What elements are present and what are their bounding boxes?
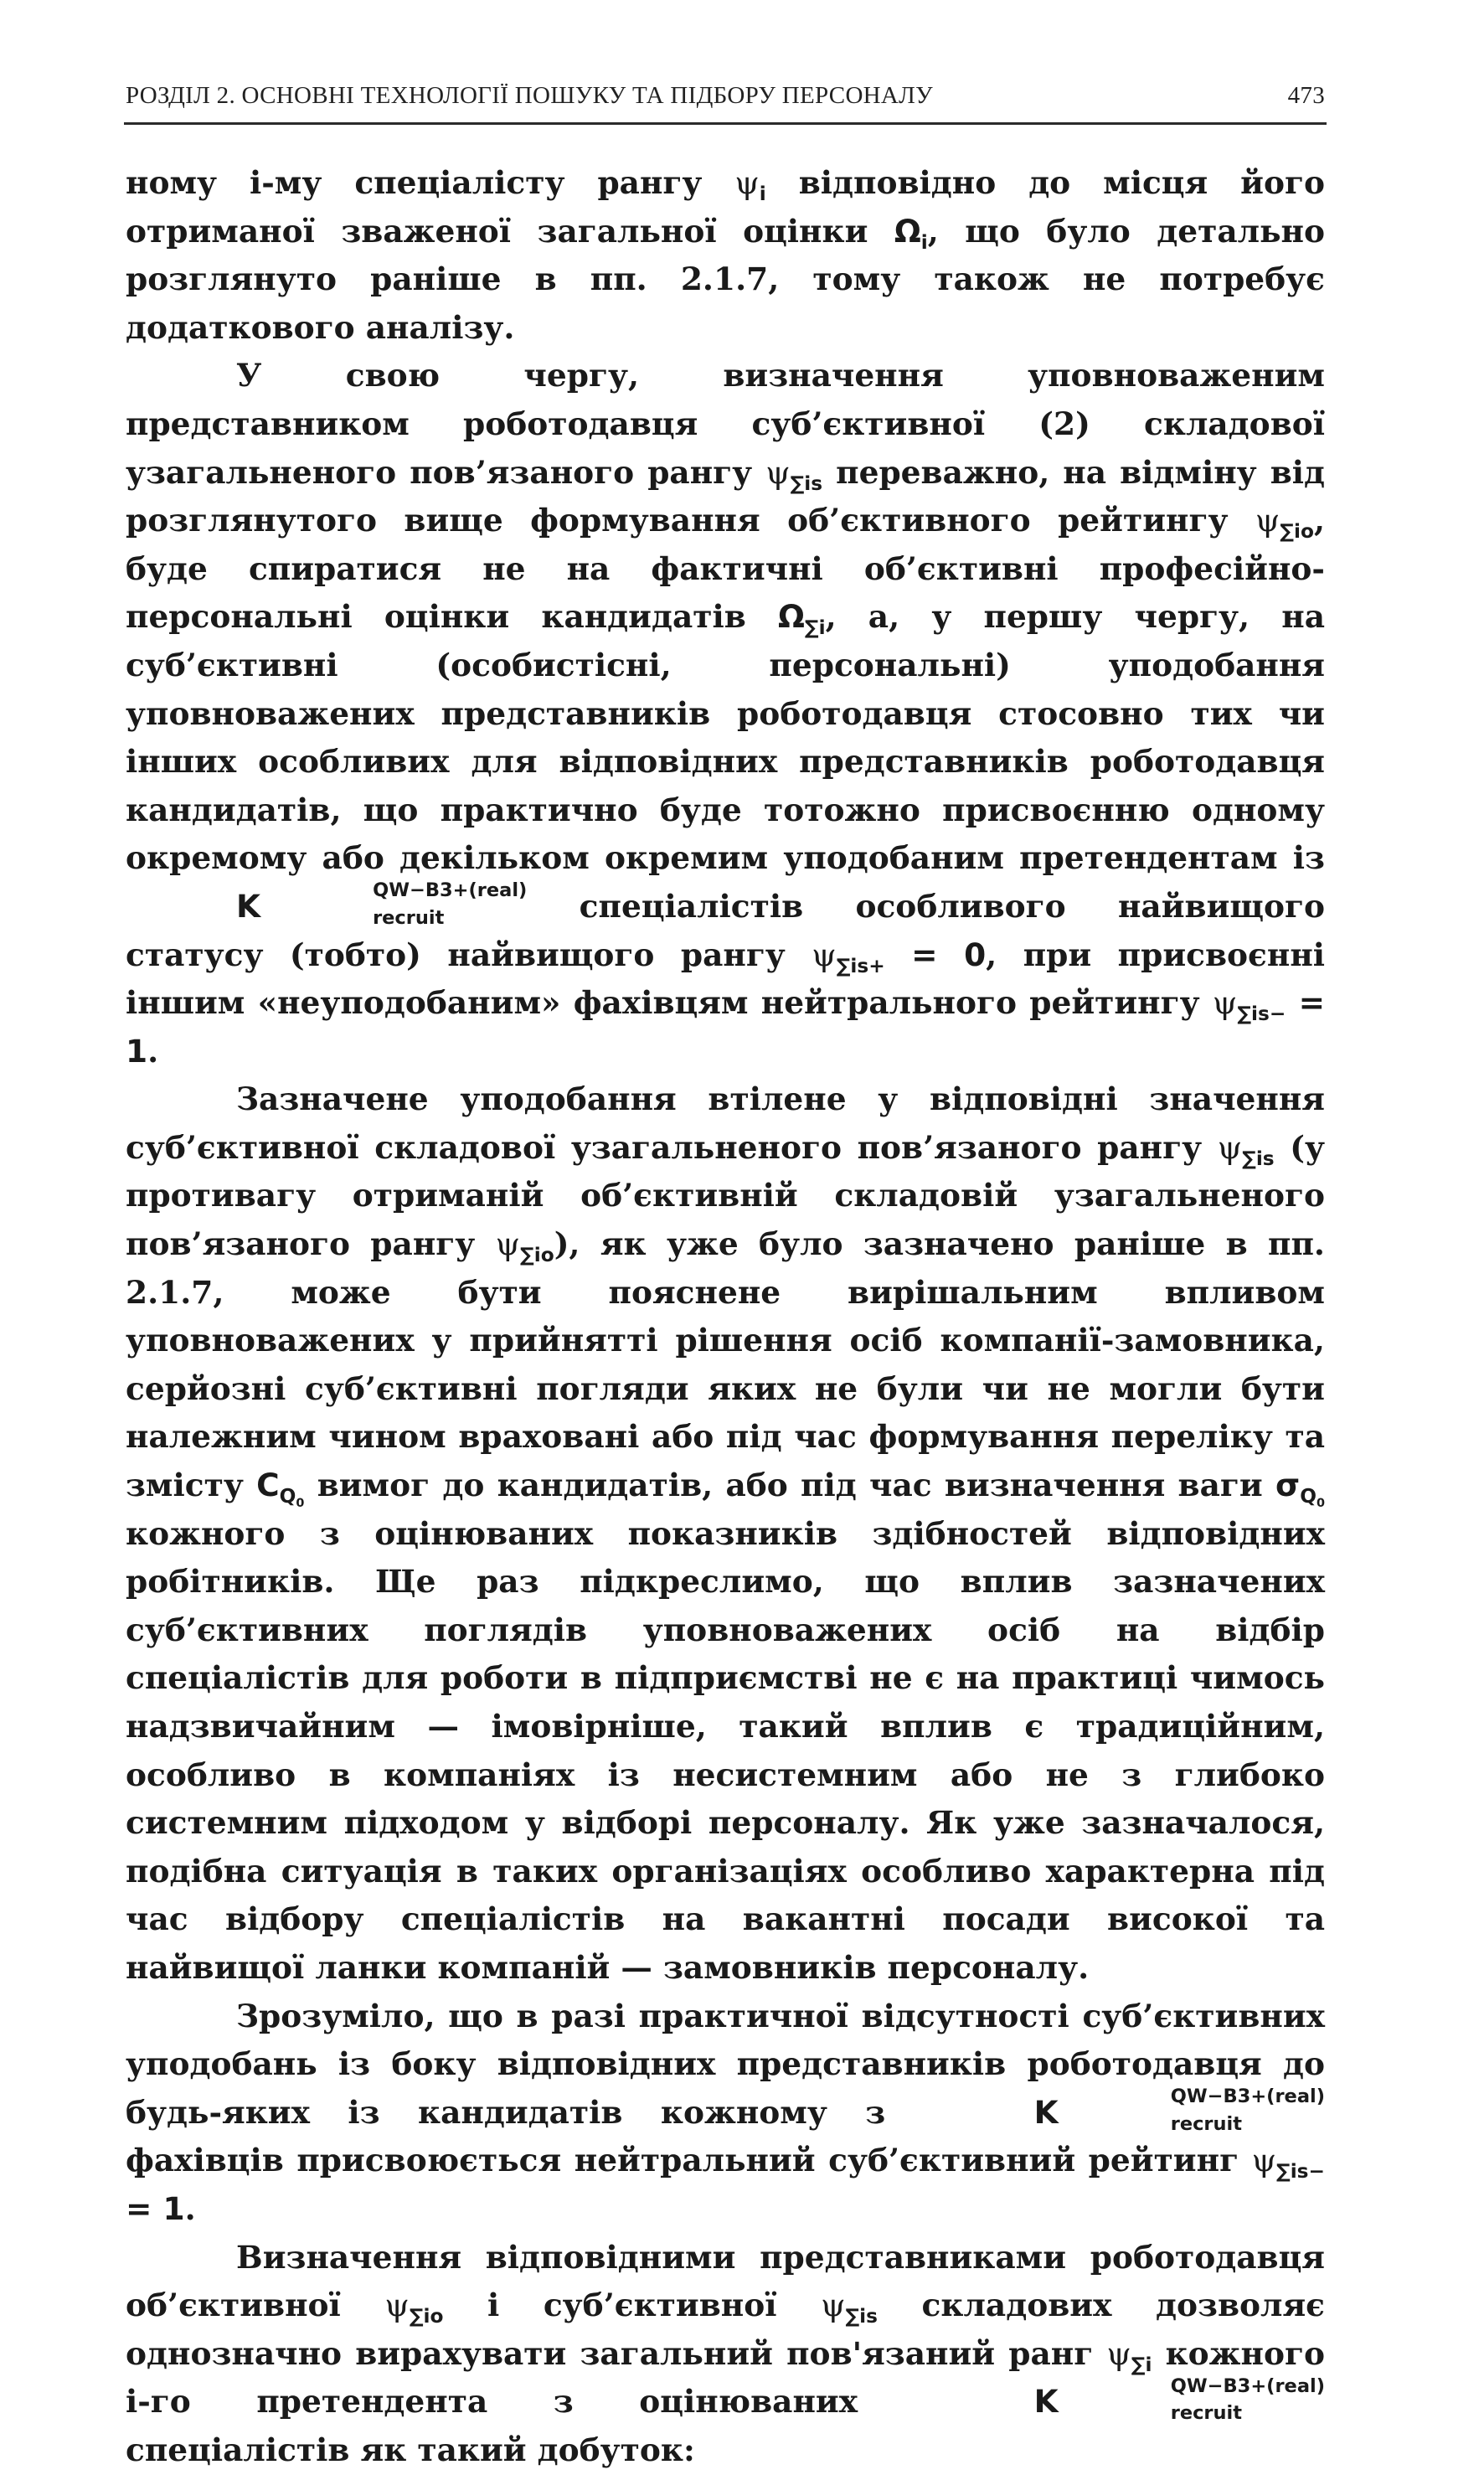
k-recruit-symbol: K QW−B3+(real) recruit <box>236 879 528 929</box>
paragraph: Зазначене уподобання втілене у відповідні значення суб’єктивної складової узагальненого пов’язаного рангу $\psi_{\sum is}$ (у противагу отриманій об’єктивній складовій узагальненого пов’язаного рангу $\psi_{\sum io}$), як уже було зазначено раніше в пп. 2.1.7, може бути пояснене вирішальним впливом уповноважених у прийнятті рішення осіб компанії-замовника, серйозні суб’єктивні погляди яких не були чи не могли бути належним чином враховані або під час формування переліку та змісту $C_{Q_0}$ вимог до кандидатів, або під час визначення ваги $\sigma_{Q_0}$ кожного з оцінюваних показників здібностей відповідних робітників. Ще раз підкреслимо, що вплив зазначених суб’єктивних поглядів уповноважених осіб на відбір спеціалістів для роботи в підприємстві не є на практиці чимось надзвичайним — імовірніше, такий вплив є традиційним, особливо в компаніях із несистемним або не з глибоко системним підходом у відборі персоналу. Як уже зазначалося, подібна ситуація в таких організаціях особливо характерна під час відбору спеціалістів на вакантні посади високої та найвищої ланки компаній — замовників персоналу. <box>126 1080 1325 1986</box>
emphasis: суб’єктивної (2) складової <box>751 405 1326 442</box>
sigma-symbol: σ <box>1275 1467 1301 1504</box>
paragraph: Визначення відповідними представниками роботодавця об’єктивної $\psi_{\sum io}$ і суб’єктивної $\psi_{\sum is}$ складових дозволяє однозначно вирахувати загальний пов'язаний ранг $\psi_{\sum i}$ кожного і-го претендента з оцінюваних K QW−B3+(real) recruit спеціалістів як такий добуток: <box>126 2238 1326 2468</box>
paragraph: У свою чергу, визначення уповноваженим представником роботодавця суб’єктивної (2) складової узагальненого пов’язаного рангу $\psi_{\sum is}$ переважно, на відміну від розглянутого вище формування об’єктивного рейтингу $\psi_{\sum io}$, буде спиратися не на фактичні об’єктивні професійно-персональні оцінки кандидатів $\Omega_{\sum i}$, а, у першу чергу, на суб’єктивні (особистісні, персональні) уподобання уповноважених представників роботодавця стосовно тих чи інших особливих для відповідних представників роботодавця кандидатів, що практично буде тотожно присвоєнню одному окремому або декільком окремим уподобаним претендентам із K QW−B3+(real) recruit спеціалістів особливого найвищого статусу (тобто) найвищого рангу $\psi_{\sum is+} = 0$, при присвоєнні іншим «неуподобаним» фахівцям нейтрального рейтингу $\psi_{\sum is-} = 1$. <box>126 357 1326 1070</box>
paragraph: Зрозуміло, що в разі практичної відсутності суб’єктивних уподобань із боку відповідних представників роботодавця до будь-яких із кандидатів кожному з K QW−B3+(real) recruit фахівців присвоюється нейтральний суб’єктивний рейтинг $\psi_{\sum is-} = 1$. <box>126 1997 1325 2227</box>
running-header <box>126 82 1325 110</box>
k-recruit-symbol: K QW−B3+(real) recruit <box>1033 2086 1325 2135</box>
page-number: 473 <box>1287 82 1325 109</box>
header-rule <box>124 122 1327 125</box>
omega-symbol: Ω <box>894 212 921 250</box>
chapter-title: РОЗДІЛ 2. ОСНОВНІ ТЕХНОЛОГІЇ ПОШУКУ ТА ПІДБОРУ ПЕРСОНАЛУ <box>126 82 933 109</box>
body-text <box>126 159 1325 2475</box>
c-symbol: C <box>256 1467 280 1504</box>
paragraph: ному і-му спеціалісту рангу $\psi_i$ відповідно до місця його отриманої зваженої загальної оцінки $\Omega_i$, що було детально розглянуто раніше в пп. 2.1.7, тому також не потребує додаткового аналізу. <box>126 164 1325 346</box>
psi-symbol: ψ <box>734 164 760 201</box>
k-recruit-symbol: K QW−B3+(real) recruit <box>1033 2374 1325 2425</box>
